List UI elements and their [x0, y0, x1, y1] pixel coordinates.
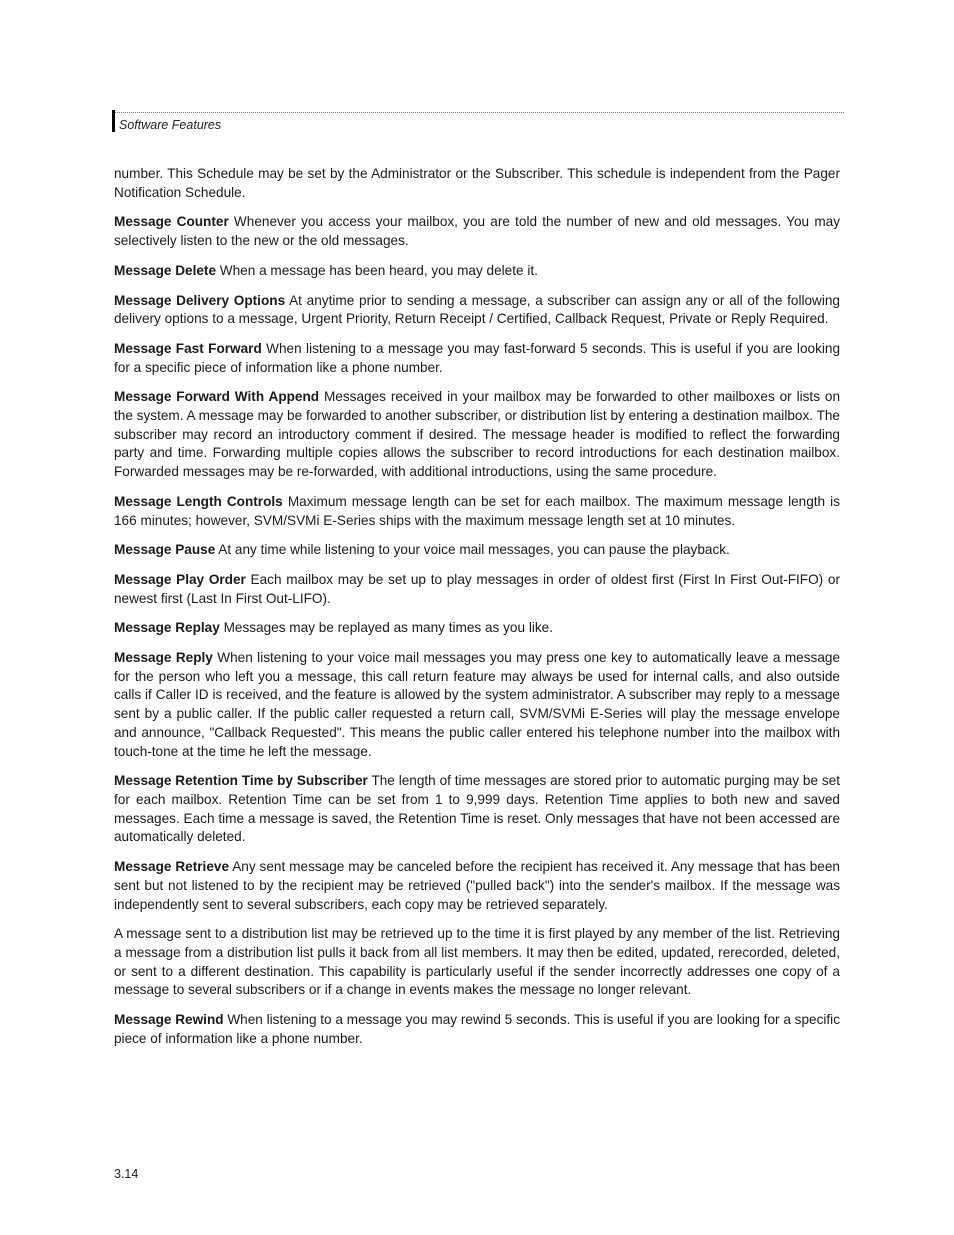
paragraph-message-reply: Message Reply When listening to your voice mail messages you may press one key to automatically leave a message for the person who left you a message, this call return feature may always be used for internal calls, and also outside calls if Caller ID is received, and the feature is allowed by the system administrator. A subscriber may reply to a message sent by a public caller. If the public caller requested a return call, SVM/SVMi E-Series will play the message envelope and announce, "Callback Requested". This means the public caller entered his telephone number into the mailbox with touch-tone at the time he left the message. [114, 650, 840, 759]
paragraph-message-retrieve: Message Retrieve Any sent message may be canceled before the recipient has received it. Any message that has been sent but not listened to by the recipient may be retrieved ("pulled back") into the sender's mailbox. If the message was independently sent to several subscribers, each copy may be retrieved separately. [114, 859, 840, 912]
header-rule [115, 112, 844, 113]
term-heading: Message Replay [114, 620, 220, 636]
body-content [114, 165, 840, 1059]
paragraph-message-pause: Message Pause At any time while listening to your voice mail messages, you can pause the playback. [114, 542, 730, 558]
term-heading: Message Length Controls [114, 493, 283, 509]
paragraph-message-length-controls: Message Length Controls Maximum message length can be set for each mailbox. The maximum message length is 166 minutes; however, SVM/SVMi E-Series ships with the maximum message length set at 10 minutes. [114, 493, 840, 528]
term-heading: Message Retrieve [114, 859, 230, 875]
term-heading: Message Fast Forward [114, 340, 262, 356]
paragraph-message-retention-time: Message Retention Time by Subscriber The length of time messages are stored prior to automatic purging may be set for each mailbox. Retention Time can be set from 1 to 9,999 days. Retention Time applies to both new and saved messages. Each time a message is saved, the Retention Time is reset. Only messages that have not been accessed are automatically deleted. [114, 773, 840, 845]
term-heading: Message Retention Time by Subscriber [114, 773, 368, 789]
paragraph-message-delivery-options: Message Delivery Options At anytime prior to sending a message, a subscriber can assign any or all of the following delivery options to a message, Urgent Priority, Return Receipt / Certified, Callback Request, Private or Reply Required. [114, 292, 840, 327]
paragraph-message-forward-with-append: Message Forward With Append Messages received in your mailbox may be forwarded to other mailboxes or lists on the system. A message may be forwarded to another subscriber, or distribution list by entering a destination mailbox. The subscriber may record an introductory comment if desired. The message header is modified to reflect the forwarding party and time. Forwarding multiple copies allows the subscriber to record introductions for each destination mailbox. Forwarded messages may be re-forwarded, with additional introductions, using the same procedure. [114, 389, 841, 480]
paragraph-message-delete: Message Delete When a message has been heard, you may delete it. [114, 262, 538, 278]
paragraph-continuation: number. This Schedule may be set by the Administrator or the Subscriber. This schedule is independent from the Pager Notification Schedule. [114, 166, 840, 200]
page-number: 3.14 [114, 1167, 139, 1181]
term-heading: Message Forward With Append [114, 389, 320, 405]
running-header [112, 110, 844, 134]
term-heading: Message Delete [114, 262, 217, 278]
paragraph-message-replay: Message Replay Messages may be replayed as many times as you like. [114, 620, 553, 636]
term-heading: Message Pause [114, 542, 216, 558]
term-heading: Message Play Order [114, 571, 246, 587]
term-heading: Message Counter [114, 214, 229, 230]
paragraph-message-play-order: Message Play Order Each mailbox may be set up to play messages in order of oldest first (First In First Out-FIFO) or newest first (Last In First Out-LIFO). [114, 571, 840, 606]
term-heading: Message Rewind [114, 1012, 224, 1028]
term-heading: Message Reply [114, 650, 213, 666]
paragraph-message-fast-forward: Message Fast Forward When listening to a message you may fast-forward 5 seconds. This is useful if you are looking for a specific piece of information like a phone number. [114, 340, 841, 375]
term-heading: Message Delivery Options [114, 292, 286, 308]
paragraph-message-counter: Message Counter Whenever you access your mailbox, you are told the number of new and old messages. You may selectively listen to the new or the old messages. [114, 214, 840, 249]
section-title: Software Features [119, 118, 222, 132]
header-bar [112, 110, 115, 132]
paragraph-message-rewind: Message Rewind When listening to a message you may rewind 5 seconds. This is useful if you are looking for a specific piece of information like a phone number. [114, 1012, 840, 1046]
paragraph-distribution-list-retrieve: A message sent to a distribution list may be retrieved up to the time it is first played by any member of the list. Retrieving a message from a distribution list pulls it back from all list members. It may then be edited, updated, rerecorded, deleted, or sent to a different destination. This capability is particularly useful if the sender incorrectly addresses one copy of a message to several subscribers or if a change in events makes the message no longer relevant. [114, 926, 840, 998]
